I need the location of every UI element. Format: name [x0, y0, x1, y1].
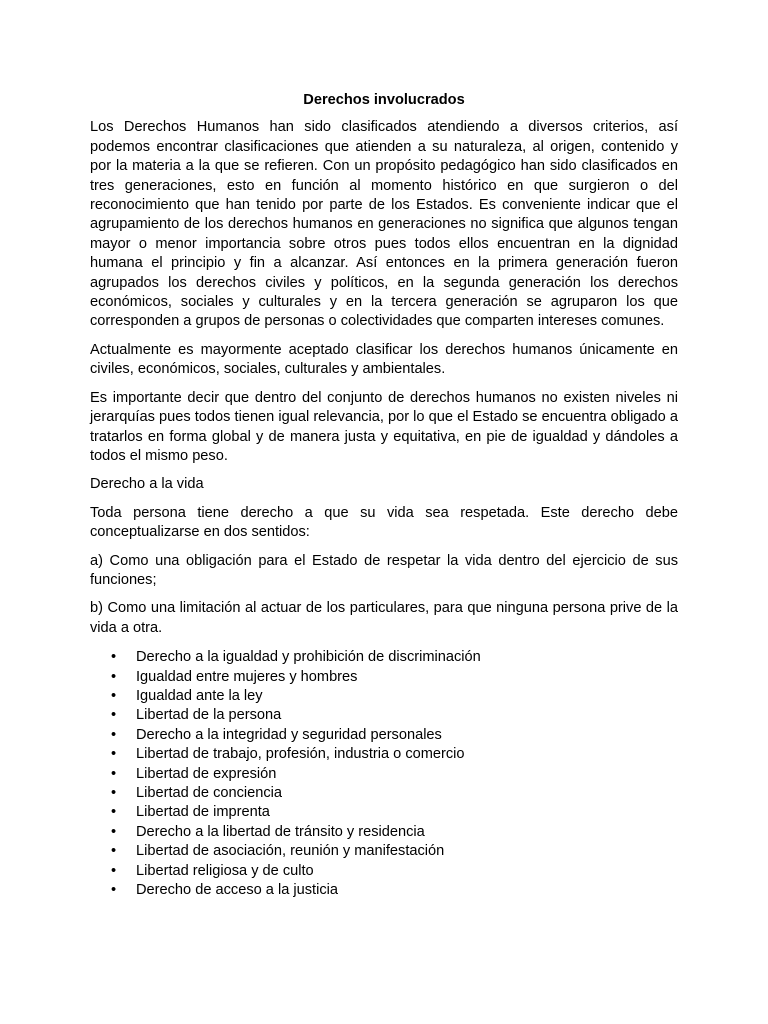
list-item — [90, 803, 678, 822]
list-item — [90, 745, 678, 764]
bullet-icon: • — [111, 765, 117, 782]
list-item-label: Libertad de asociación, reunión y manifestación — [136, 843, 445, 860]
bullet-icon: • — [111, 707, 117, 724]
list-item-label: Libertad de conciencia — [136, 785, 283, 801]
list-item — [90, 687, 678, 706]
list-item — [90, 862, 678, 881]
list-item-label: Libertad de la persona — [136, 707, 282, 724]
bullet-icon: • — [111, 882, 117, 899]
list-item — [90, 706, 678, 725]
paragraph-obligation-a: a) Como una obligación para el Estado de respetar la vida dentro del ejercicio de sus funciones; — [90, 552, 678, 588]
list-item-label: Derecho a la libertad de tránsito y residencia — [136, 823, 425, 840]
rights-list — [90, 648, 678, 900]
section-heading-right-to-life: Derecho a la vida — [90, 476, 204, 493]
list-item-label: Igualdad ante la ley — [136, 687, 263, 704]
bullet-icon: • — [111, 823, 117, 840]
list-item-label: Derecho a la igualdad y prohibición de discriminación — [136, 649, 481, 666]
list-item — [90, 784, 678, 803]
list-item-label: Igualdad entre mujeres y hombres — [136, 668, 358, 685]
bullet-icon: • — [111, 785, 117, 801]
bullet-icon: • — [111, 804, 117, 821]
list-item — [90, 881, 678, 900]
list-item — [90, 648, 678, 667]
paragraph-classification: Los Derechos Humanos han sido clasificados atendiendo a diversos criterios, así podemos encontrar clasificaciones que atienden a su naturaleza, al origen, contenido y por la materia a la que se refieren. Con un propósito pedagógico han sido clasificados en tres generaciones, esto en función al momento histórico en que surgieron o del reconocimiento que han tenido por parte de los Estados. Es conveniente indicar que el agrupamiento de los derechos humanos en generaciones no significa que algunos tengan mayor o menor importancia sobre otros pues todos ellos encuentran en la dignidad humana el principio y fin a alcanzar. Así entonces en la primera generación fueron agrupados los derechos civiles y políticos, en la segunda generación los derechos económicos, sociales y culturales y en la tercera generación se agruparon los que corresponden a grupos de personas o colectividades que comparten intereses comunes. — [90, 119, 678, 330]
list-item-label: Derecho de acceso a la justicia — [136, 882, 338, 899]
list-item — [90, 842, 678, 861]
bullet-icon: • — [111, 746, 117, 763]
bullet-icon: • — [111, 843, 117, 860]
list-item — [90, 668, 678, 687]
list-item — [90, 823, 678, 842]
bullet-icon: • — [111, 687, 117, 704]
list-item-label: Libertad de expresión — [136, 765, 277, 782]
list-item-label: Libertad de trabajo, profesión, industria o comercio — [136, 746, 465, 763]
document-page — [90, 91, 678, 900]
bullet-icon: • — [111, 862, 117, 879]
bullet-icon: • — [111, 668, 117, 685]
list-item — [90, 765, 678, 784]
paragraph-current-classification: Actualmente es mayormente aceptado clasificar los derechos humanos únicamente en civiles, económicos, sociales, culturales y ambientales. — [90, 341, 678, 378]
list-item — [90, 726, 678, 745]
document-title: Derechos involucrados — [303, 92, 465, 108]
list-item-label: Libertad religiosa y de culto — [136, 862, 314, 879]
bullet-icon: • — [111, 726, 117, 743]
paragraph-no-hierarchy: Es importante decir que dentro del conjunto de derechos humanos no existen niveles ni jerarquías pues todos tienen igual relevancia, por lo que el Estado se encuentra obligado a tratarlos en forma global y de manera justa y equitativa, en pie de igualdad y dándoles a todos el mismo peso. — [90, 389, 678, 464]
paragraph-right-to-life: Toda persona tiene derecho a que su vida sea respetada. Este derecho debe conceptualizarse en dos sentidos: — [90, 504, 678, 541]
list-item-label: Libertad de imprenta — [136, 804, 270, 821]
list-item-label: Derecho a la integridad y seguridad personales — [136, 726, 442, 743]
paragraph-limitation-b: b) Como una limitación al actuar de los particulares, para que ninguna persona prive de la vida a otra. — [90, 600, 678, 636]
bullet-icon: • — [111, 649, 117, 666]
